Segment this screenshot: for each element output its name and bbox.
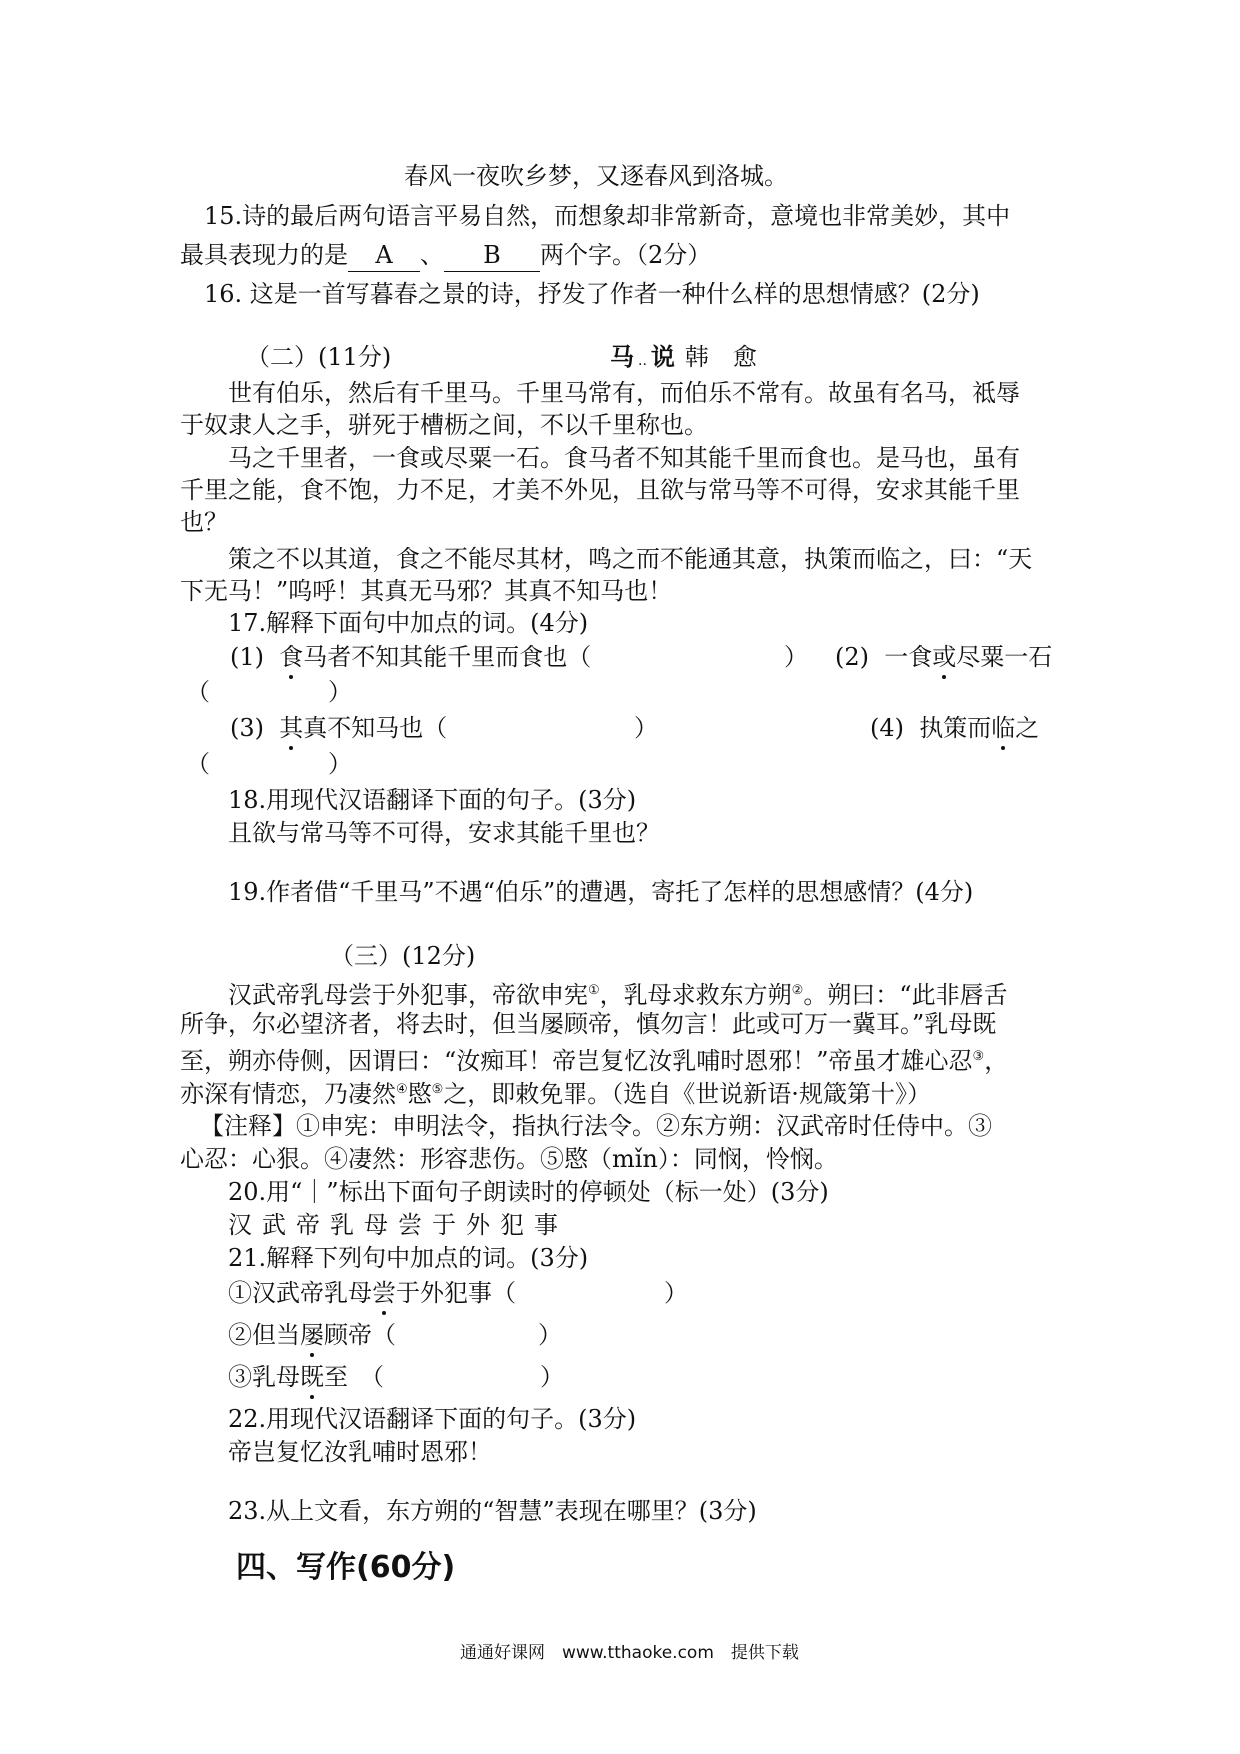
q21-stem: 21.解释下列句中加点的词。(3分) [228, 1244, 589, 1272]
q16-question: 16. 这是一首写暮春之景的诗，抒发了作者一种什么样的思想情感？(2分) [204, 280, 980, 308]
writing-section-heading: 四、写作(60分) [236, 1550, 456, 1585]
q20-stem: 20.用“｜”标出下面句子朗读时的停顿处（标一处）(3分) [228, 1178, 829, 1206]
q20-char: 犯 [500, 1211, 524, 1239]
q17-item2-pre: 一食 [884, 643, 933, 671]
passage3-line1-a: 汉武帝乳母尝于外犯事，帝欲申宪 [228, 981, 588, 1009]
title-char-ma: 马 [610, 342, 634, 371]
passage3-line4-c: 之，即敕免罪。（选自《世说新语·规箴第十》） [443, 1080, 931, 1108]
q17-item3-dotted: 其 [279, 714, 304, 742]
q20-char: 外 [466, 1211, 490, 1239]
q21-item1-close: ） [664, 1279, 688, 1307]
q15-separator: 、 [420, 241, 444, 269]
q17-item3-text: 真不知马也（ [303, 714, 448, 742]
notes-line2: 心忍：心狠。④凄然：形容悲伤。⑤愍（mǐn）：同悯，怜悯。 [180, 1145, 838, 1173]
passage3-line4-b: 愍 [407, 1080, 432, 1108]
q17-item3 [230, 712, 447, 744]
q22-sentence: 帝岂复忆汝乳哺时恩邪！ [228, 1438, 492, 1466]
q17-item4-open: （ [186, 750, 210, 778]
q17-item3-close: ） [634, 714, 658, 742]
q21-item1-text: 于外犯事（ [396, 1279, 516, 1307]
note-ref-3: ③ [972, 1049, 985, 1064]
q20-char: 汉 [228, 1211, 252, 1239]
q17-item2 [835, 641, 1052, 673]
q20-char: 帝 [296, 1211, 320, 1239]
q17-item1 [230, 641, 591, 673]
q17-item1-text: 马者不知其能千里而食也（ [303, 643, 592, 671]
q17-item3-num: (3) [230, 714, 264, 742]
passage3-line1 [228, 975, 1008, 1011]
q21-item2-close: ） [538, 1321, 562, 1349]
q21-item3-text: 至 （ [324, 1363, 384, 1391]
q19-question: 19.作者借“千里马”不遇“伯乐”的遭遇，寄托了怎样的思想感情？(4分) [228, 878, 974, 906]
passage3-line2: 所争，尔必望济者，将去时，但当屡顾帝，慎勿言！此或可万一冀耳。”乳母既 [180, 1010, 997, 1038]
notes-line1: 【注释】①申宪：申明法令，指执行法令。②东方朔：汉武帝时任侍中。③ [200, 1112, 992, 1140]
q21-item1-dotted: 尝 [372, 1279, 396, 1307]
q15-blank-b[interactable]: B [444, 239, 540, 272]
para2-line1: 马之千里者，一食或尽粟一石。食马者不知其能千里而食也。是马也，虽有 [228, 444, 1020, 472]
section2-title [610, 341, 757, 377]
q21-item3-dotted: 既 [300, 1363, 324, 1391]
q20-char: 武 [262, 1211, 286, 1239]
q20-sentence[interactable] [228, 1209, 558, 1241]
q20-char: 事 [534, 1211, 558, 1239]
note-ref-1: ① [588, 983, 600, 998]
q21-item2 [228, 1319, 396, 1351]
q17-item2-num: (2) [835, 643, 869, 671]
title-author: 韩 愈 [684, 343, 757, 371]
para2-line3: 也？ [180, 508, 228, 536]
para1-line1: 世有伯乐，然后有千里马。千里马常有，而伯乐不常有。故虽有名马，祗辱 [228, 379, 1020, 407]
passage3-line3-b: ， [984, 1047, 1009, 1075]
q17-item1-num: (1) [230, 643, 264, 671]
q20-char: 于 [432, 1211, 456, 1239]
q17-item4-num: (4) [870, 714, 904, 742]
q21-item3-pre: ③乳母 [228, 1363, 300, 1391]
section3-label: （三）(12分) [330, 942, 476, 970]
para3-line1: 策之不以其道，食之不能尽其材，鸣之而不能通其意，执策而临之，曰：“天 [228, 545, 1033, 573]
q21-item1 [228, 1277, 516, 1309]
q22-stem: 22.用现代汉语翻译下面的句子。(3分) [228, 1405, 637, 1433]
q17-item4-dotted: 临 [991, 714, 1016, 742]
section2-label: （二）(11分) [246, 343, 392, 371]
q21-item3 [228, 1361, 384, 1393]
q21-item3-close: ） [540, 1363, 564, 1391]
q17-item4-pre: 执策而 [919, 714, 992, 742]
note-ref-5: ⑤ [431, 1082, 444, 1097]
q20-char: 乳 [330, 1211, 354, 1239]
q15-suffix: 两个字。（2分） [540, 241, 712, 269]
q15-line2 [180, 239, 711, 272]
q17-item2-dotted: 或 [932, 643, 957, 671]
q17-item1-dotted: 食 [279, 643, 304, 671]
title-char-shuo: 说 [650, 342, 675, 371]
q21-item2-text: 顾帝（ [324, 1321, 396, 1349]
q15-line1: 15.诗的最后两句语言平易自然，而想象却非常新奇，意境也非常美妙，其中 [204, 202, 1011, 230]
para3-line2: 下无马！”呜呼！其真无马邪？其真不知马也！ [180, 577, 673, 605]
q21-item1-pre: ①汉武帝乳母 [228, 1279, 372, 1307]
q17-item2-text: 尽粟一石 [956, 643, 1053, 671]
q17-item2-close: ） [328, 678, 352, 706]
q20-char: 尝 [398, 1211, 422, 1239]
passage3-line4-a: 亦深有情恋，乃凄然 [180, 1080, 396, 1108]
passage3-line1-b: ，乳母求救东方朔 [599, 981, 792, 1009]
q17-item4 [870, 712, 1039, 744]
poem-last-line: 春风一夜吹乡梦，又逐春风到洛城。 [404, 162, 788, 190]
q15-blank-a[interactable]: A [348, 239, 420, 272]
passage3-line1-c: 。朔曰：“此非唇舌 [803, 981, 1008, 1009]
passage3-line4 [180, 1074, 931, 1110]
para2-line2: 千里之能，食不饱，力不足，才美不外见，且欲与常马等不可得，安求其能千里 [180, 476, 1020, 504]
q18-stem: 18.用现代汉语翻译下面的句子。(3分) [228, 786, 637, 814]
page-footer: 通通好课网 www.tthaoke.com 提供下载 [460, 1643, 799, 1663]
passage3-line3 [180, 1041, 1008, 1077]
passage3-line3-a: 至，朔亦侍侧，因谓曰：“汝痴耳！帝岂复忆汝乳哺时恩邪！”帝虽才雄心忍 [180, 1047, 973, 1075]
q17-item2-open: （ [186, 678, 210, 706]
q17-item1-close: ） [784, 643, 808, 671]
q21-item2-dotted: 屡 [300, 1321, 324, 1349]
q17-stem: 17.解释下面句中加点的词。(4分) [228, 609, 589, 637]
q21-item2-pre: ②但当 [228, 1321, 300, 1349]
para1-line2: 于奴隶人之手，骈死于槽枥之间，不以千里称也。 [180, 411, 708, 439]
q23-question: 23.从上文看，东方朔的“智慧”表现在哪里？(3分) [228, 1497, 757, 1525]
q17-item4-text: 之 [1015, 714, 1040, 742]
q15-prefix: 最具表现力的是 [180, 241, 348, 269]
q20-char: 母 [364, 1211, 388, 1239]
title-dots: .. [638, 353, 647, 369]
note-ref-2: ② [791, 983, 804, 998]
note-ref-4: ④ [396, 1082, 408, 1097]
q18-sentence: 且欲与常马等不可得，安求其能千里也？ [228, 819, 660, 847]
q17-item4-close: ） [328, 750, 352, 778]
